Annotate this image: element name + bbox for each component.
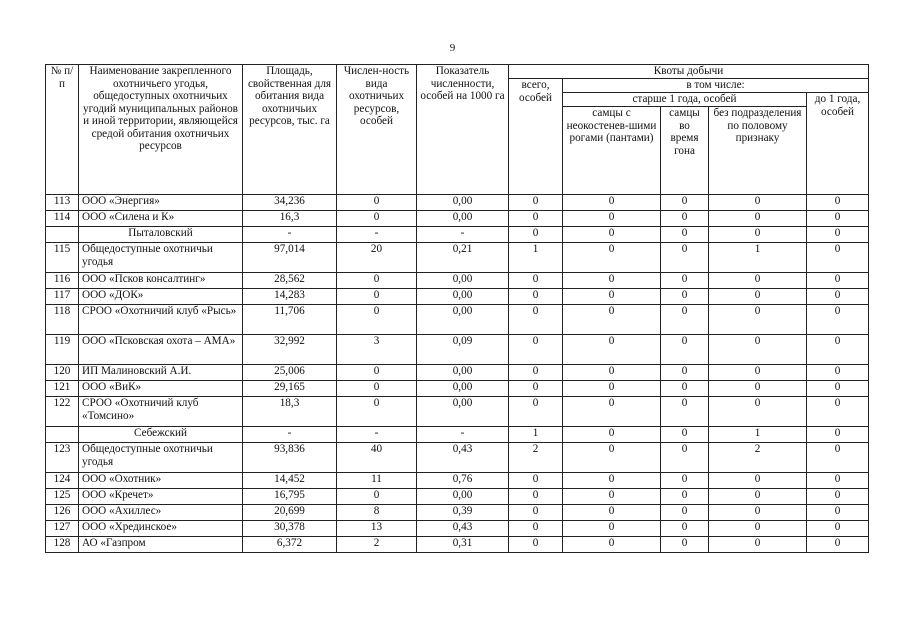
- header-males-rut: самцы во время гона: [661, 107, 709, 195]
- table-row: [46, 305, 869, 335]
- cell-total: 0: [509, 227, 563, 243]
- cell-males-antlers: 0: [563, 443, 661, 473]
- cell-area: 97,014: [243, 243, 337, 273]
- cell-under1: 0: [807, 335, 869, 365]
- cell-name: ООО «Псков консалтинг»: [79, 273, 243, 289]
- cell-density: 0,00: [417, 273, 509, 289]
- cell-males-rut: 0: [661, 489, 709, 505]
- cell-males-antlers: 0: [563, 521, 661, 537]
- cell-under1: 0: [807, 195, 869, 211]
- cell-num: [46, 427, 79, 443]
- header-no-sex: без подразделения по половому признаку: [709, 107, 807, 195]
- cell-name: СРОО «Охотничий клуб «Томсино»: [79, 397, 243, 427]
- cell-count: 0: [337, 489, 417, 505]
- cell-males-rut: 0: [661, 211, 709, 227]
- cell-name: Пыталовский: [79, 227, 243, 243]
- cell-density: 0,21: [417, 243, 509, 273]
- cell-total: 0: [509, 273, 563, 289]
- cell-count: 0: [337, 397, 417, 427]
- cell-num: 124: [46, 473, 79, 489]
- cell-under1: 0: [807, 211, 869, 227]
- cell-area: 28,562: [243, 273, 337, 289]
- cell-males-antlers: 0: [563, 489, 661, 505]
- cell-name: ООО «Псковская охота – АМА»: [79, 335, 243, 365]
- cell-total: 0: [509, 397, 563, 427]
- cell-name: ООО «Охотник»: [79, 473, 243, 489]
- cell-num: 117: [46, 289, 79, 305]
- cell-under1: 0: [807, 443, 869, 473]
- cell-num: 123: [46, 443, 79, 473]
- cell-total: 0: [509, 473, 563, 489]
- cell-males-antlers: 0: [563, 473, 661, 489]
- cell-males-antlers: 0: [563, 211, 661, 227]
- cell-count: 11: [337, 473, 417, 489]
- cell-num: 116: [46, 273, 79, 289]
- cell-males-rut: 0: [661, 365, 709, 381]
- table-row: [46, 273, 869, 289]
- cell-name: ООО «Хрединское»: [79, 521, 243, 537]
- cell-count: 3: [337, 335, 417, 365]
- cell-density: 0,00: [417, 381, 509, 397]
- cell-density: 0,00: [417, 365, 509, 381]
- cell-name: ООО «Ахиллес»: [79, 505, 243, 521]
- cell-males-rut: 0: [661, 397, 709, 427]
- cell-num: 126: [46, 505, 79, 521]
- header-area: Площадь, свойственная для обитания вида охотничьих ресурсов, тыс. га: [243, 65, 337, 195]
- cell-num: 118: [46, 305, 79, 335]
- cell-name: Общедоступные охотничьи угодья: [79, 443, 243, 473]
- header-density: Показатель численности, особей на 1000 га: [417, 65, 509, 195]
- cell-total: 0: [509, 489, 563, 505]
- cell-males-antlers: 0: [563, 537, 661, 553]
- cell-area: 14,452: [243, 473, 337, 489]
- cell-count: -: [337, 427, 417, 443]
- cell-total: 1: [509, 243, 563, 273]
- cell-density: 0,00: [417, 289, 509, 305]
- cell-no-sex: 0: [709, 381, 807, 397]
- cell-area: 16,795: [243, 489, 337, 505]
- cell-area: 14,283: [243, 289, 337, 305]
- cell-males-antlers: 0: [563, 505, 661, 521]
- page-number: 9: [449, 42, 456, 54]
- cell-density: 0,00: [417, 397, 509, 427]
- table-row: [46, 537, 869, 553]
- cell-no-sex: 0: [709, 365, 807, 381]
- cell-males-antlers: 0: [563, 365, 661, 381]
- cell-males-antlers: 0: [563, 243, 661, 273]
- cell-males-rut: 0: [661, 305, 709, 335]
- cell-density: 0,00: [417, 211, 509, 227]
- table-row: [46, 365, 869, 381]
- cell-area: 16,3: [243, 211, 337, 227]
- cell-males-rut: 0: [661, 243, 709, 273]
- cell-count: 8: [337, 505, 417, 521]
- cell-area: 18,3: [243, 397, 337, 427]
- cell-total: 0: [509, 305, 563, 335]
- cell-males-rut: 0: [661, 381, 709, 397]
- cell-count: 0: [337, 211, 417, 227]
- table-row: [46, 521, 869, 537]
- cell-count: 0: [337, 195, 417, 211]
- cell-area: 32,992: [243, 335, 337, 365]
- table-body: [46, 195, 869, 553]
- cell-under1: 0: [807, 227, 869, 243]
- cell-under1: 0: [807, 505, 869, 521]
- cell-density: 0,39: [417, 505, 509, 521]
- cell-under1: 0: [807, 273, 869, 289]
- cell-total: 0: [509, 335, 563, 365]
- cell-name: ООО «Кречет»: [79, 489, 243, 505]
- cell-count: 0: [337, 365, 417, 381]
- cell-count: 20: [337, 243, 417, 273]
- cell-count: 0: [337, 305, 417, 335]
- cell-density: 0,43: [417, 521, 509, 537]
- table-row: [46, 443, 869, 473]
- cell-num: 127: [46, 521, 79, 537]
- cell-count: 40: [337, 443, 417, 473]
- cell-area: 34,236: [243, 195, 337, 211]
- cell-no-sex: 1: [709, 243, 807, 273]
- cell-no-sex: 0: [709, 273, 807, 289]
- cell-no-sex: 0: [709, 489, 807, 505]
- cell-no-sex: 0: [709, 473, 807, 489]
- cell-no-sex: 2: [709, 443, 807, 473]
- cell-density: 0,31: [417, 537, 509, 553]
- cell-total: 0: [509, 195, 563, 211]
- cell-area: 11,706: [243, 305, 337, 335]
- cell-name: Себежский: [79, 427, 243, 443]
- cell-under1: 0: [807, 305, 869, 335]
- cell-males-antlers: 0: [563, 273, 661, 289]
- cell-under1: 0: [807, 397, 869, 427]
- cell-area: 20,699: [243, 505, 337, 521]
- table-header: [46, 65, 869, 195]
- cell-area: 6,372: [243, 537, 337, 553]
- cell-males-rut: 0: [661, 473, 709, 489]
- cell-males-antlers: 0: [563, 289, 661, 305]
- cell-no-sex: 0: [709, 521, 807, 537]
- table-row: [46, 195, 869, 211]
- cell-males-rut: 0: [661, 505, 709, 521]
- cell-total: 0: [509, 537, 563, 553]
- cell-name: ООО «ВиК»: [79, 381, 243, 397]
- cell-no-sex: 0: [709, 195, 807, 211]
- cell-name: ООО «ДОК»: [79, 289, 243, 305]
- cell-name: ИП Малиновский А.И.: [79, 365, 243, 381]
- cell-total: 0: [509, 521, 563, 537]
- cell-no-sex: 0: [709, 505, 807, 521]
- cell-no-sex: 0: [709, 335, 807, 365]
- cell-density: 0,76: [417, 473, 509, 489]
- cell-under1: 0: [807, 381, 869, 397]
- cell-under1: 0: [807, 365, 869, 381]
- cell-area: 30,378: [243, 521, 337, 537]
- cell-count: 0: [337, 381, 417, 397]
- table-row: [46, 243, 869, 273]
- cell-num: 125: [46, 489, 79, 505]
- cell-total: 0: [509, 211, 563, 227]
- cell-total: 1: [509, 427, 563, 443]
- cell-males-rut: 0: [661, 273, 709, 289]
- cell-num: 113: [46, 195, 79, 211]
- cell-males-antlers: 0: [563, 335, 661, 365]
- cell-under1: 0: [807, 243, 869, 273]
- cell-total: 2: [509, 443, 563, 473]
- header-males-antlers: самцы с неокостенев-шими рогами (пантами): [563, 107, 661, 195]
- cell-density: 0,43: [417, 443, 509, 473]
- quota-table: [45, 64, 869, 553]
- cell-density: 0,00: [417, 305, 509, 335]
- cell-no-sex: 0: [709, 289, 807, 305]
- header-including: в том числе:: [563, 79, 869, 93]
- cell-density: 0,00: [417, 195, 509, 211]
- cell-total: 0: [509, 505, 563, 521]
- cell-area: 93,836: [243, 443, 337, 473]
- table-row: [46, 473, 869, 489]
- cell-total: 0: [509, 381, 563, 397]
- cell-count: 2: [337, 537, 417, 553]
- table-row: [46, 381, 869, 397]
- cell-males-rut: 0: [661, 443, 709, 473]
- cell-count: 0: [337, 289, 417, 305]
- cell-under1: 0: [807, 473, 869, 489]
- table-row: [46, 505, 869, 521]
- cell-count: 0: [337, 273, 417, 289]
- cell-no-sex: 1: [709, 427, 807, 443]
- cell-males-rut: 0: [661, 537, 709, 553]
- cell-name: СРОО «Охотничий клуб «Рысь»: [79, 305, 243, 335]
- table-row: [46, 289, 869, 305]
- cell-total: 0: [509, 289, 563, 305]
- cell-males-antlers: 0: [563, 427, 661, 443]
- table-row: [46, 397, 869, 427]
- district-row: [46, 227, 869, 243]
- table-row: [46, 211, 869, 227]
- cell-total: 0: [509, 365, 563, 381]
- header-total: всего, особей: [509, 79, 563, 195]
- cell-no-sex: 0: [709, 305, 807, 335]
- header-count: Числен-ность вида охотничьих ресурсов, особей: [337, 65, 417, 195]
- cell-num: 120: [46, 365, 79, 381]
- cell-density: 0,00: [417, 489, 509, 505]
- header-older: старше 1 года, особей: [563, 93, 807, 107]
- cell-density: 0,09: [417, 335, 509, 365]
- cell-males-antlers: 0: [563, 227, 661, 243]
- cell-males-antlers: 0: [563, 381, 661, 397]
- cell-males-antlers: 0: [563, 305, 661, 335]
- cell-under1: 0: [807, 289, 869, 305]
- district-row: [46, 427, 869, 443]
- cell-density: -: [417, 227, 509, 243]
- cell-no-sex: 0: [709, 397, 807, 427]
- cell-under1: 0: [807, 427, 869, 443]
- cell-under1: 0: [807, 537, 869, 553]
- cell-no-sex: 0: [709, 537, 807, 553]
- cell-num: 121: [46, 381, 79, 397]
- header-num: № п/п: [46, 65, 79, 195]
- table-row: [46, 335, 869, 365]
- cell-num: 122: [46, 397, 79, 427]
- cell-num: 114: [46, 211, 79, 227]
- cell-count: 13: [337, 521, 417, 537]
- header-name: Наименование закрепленного охотничьего угодья, общедоступных охотничьих угодий муниципальных районов и иной территории, являющейся средой обитания охотничьих ресурсов: [79, 65, 243, 195]
- cell-males-rut: 0: [661, 521, 709, 537]
- cell-no-sex: 0: [709, 211, 807, 227]
- cell-num: 119: [46, 335, 79, 365]
- cell-males-rut: 0: [661, 427, 709, 443]
- cell-area: 29,165: [243, 381, 337, 397]
- cell-males-rut: 0: [661, 335, 709, 365]
- header-under1: до 1 года, особей: [807, 93, 869, 195]
- cell-name: ООО «Силена и К»: [79, 211, 243, 227]
- cell-num: 128: [46, 537, 79, 553]
- table-row: [46, 489, 869, 505]
- cell-no-sex: 0: [709, 227, 807, 243]
- cell-males-rut: 0: [661, 289, 709, 305]
- cell-males-antlers: 0: [563, 397, 661, 427]
- cell-males-rut: 0: [661, 195, 709, 211]
- cell-males-rut: 0: [661, 227, 709, 243]
- cell-density: -: [417, 427, 509, 443]
- cell-num: 115: [46, 243, 79, 273]
- header-quota: Квоты добычи: [509, 65, 869, 79]
- cell-name: ООО «Энергия»: [79, 195, 243, 211]
- cell-area: -: [243, 427, 337, 443]
- cell-num: [46, 227, 79, 243]
- cell-under1: 0: [807, 489, 869, 505]
- cell-name: Общедоступные охотничьи угодья: [79, 243, 243, 273]
- cell-males-antlers: 0: [563, 195, 661, 211]
- cell-under1: 0: [807, 521, 869, 537]
- cell-count: -: [337, 227, 417, 243]
- cell-area: 25,006: [243, 365, 337, 381]
- cell-name: АО «Газпром: [79, 537, 243, 553]
- cell-area: -: [243, 227, 337, 243]
